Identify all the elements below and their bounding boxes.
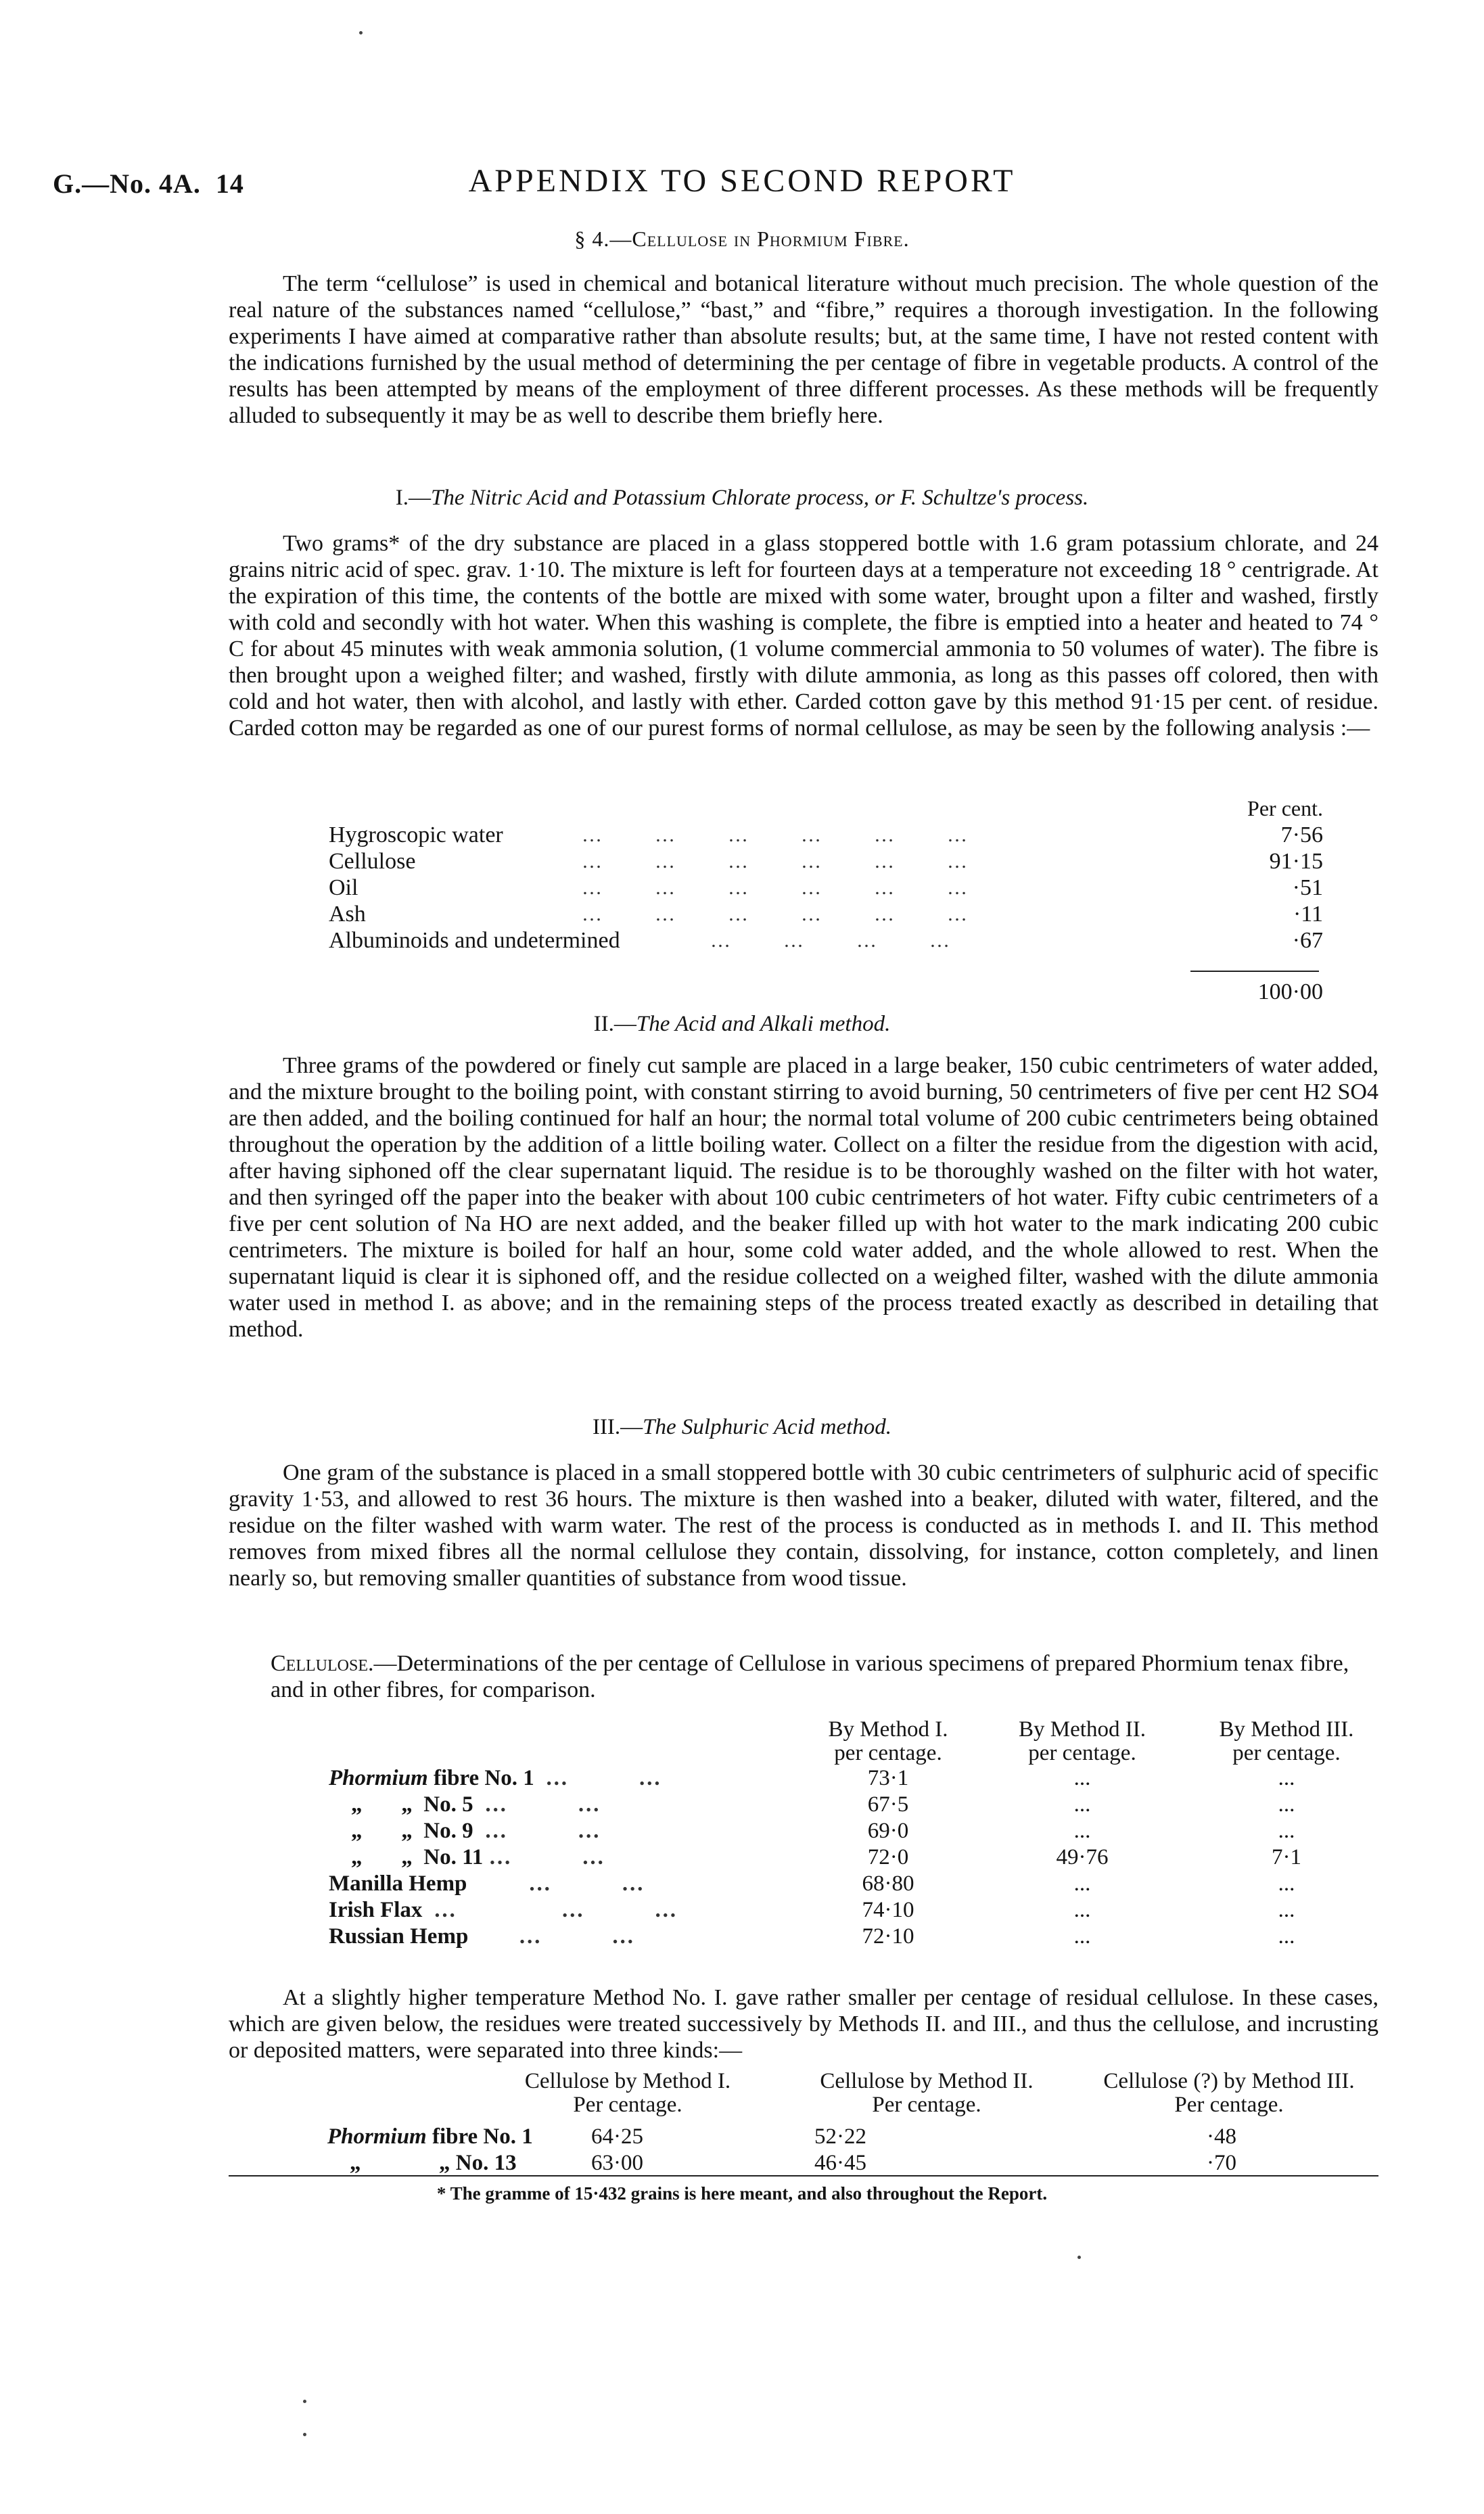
table-row: „ „ No. 11 … … 72·0 49·76 7·1 [329, 1845, 1301, 1869]
analysis-unit-header: Per cent. [1247, 796, 1323, 820]
table-row: Irish Flax … … … 74·10 ... ... [329, 1898, 1295, 1922]
column-header: Cellulose (?) by Method III. Per centage. [1103, 2069, 1355, 2117]
analysis-row: Cellulose 91·15 [329, 849, 1323, 874]
cellulose-caption: Cellulose.—Determinations of the per centage of Cellulose in various specimens of prepared Phormium tenax fibre, and in other fibres, for comparison. [271, 1651, 1349, 1702]
method-1-paragraph: Two grams* of the dry substance are placed in a glass stoppered bottle with 1.6 gram potassium chlorate, and 24 grains nitric acid of spec. grav. 1·10. The mixture is left for fourteen days at a temperature not exceeding 18 ° centrigrade. At the expiration of this time, the contents of the bottle are mixed with some water, brought upon a filter and washed, firstly with cold and secondly with hot water. When this washing is complete, the fibre is emptied into a heater and heated to 74 ° C for about 45 minutes with weak ammonia solution, (1 volume commercial ammonia to 50 volumes of water). The fibre is then brought upon a weighed filter; and washed, firstly with dilute ammonia, as long as this passes off colored, then with cold and hot water, then with alcohol, and lastly with ether. Carded cotton gave by this method 91·15 per cent. of residue. Carded cotton may be regarded as one of our purest forms of normal cellulose, as may be seen by the following analysis :— [229, 531, 1378, 741]
total-rule [1190, 971, 1319, 972]
table-row: „ „ No. 9 … … 69·0 ... ... [329, 1819, 1295, 1843]
table-row: „ „ No. 5 … … 67·5 ... ... [329, 1792, 1295, 1817]
scan-speck [303, 2400, 306, 2403]
column-header: Cellulose by Method II. Per centage. [820, 2069, 1034, 2117]
residual-paragraph: At a slightly higher temperature Method No. I. gave rather smaller per centage of residual cellulose. In these cases, which are given below, the residues were treated successively by Methods II. and III., and thus the cellulose, and incrusting or deposited matters, were separated into three kinds:— [229, 1985, 1378, 2063]
scan-speck [303, 2433, 306, 2436]
method-3-paragraph: One gram of the substance is placed in a small stoppered bottle with 30 cubic centrimeters of sulphuric acid of specific gravity 1·53, and allowed to rest 36 hours. The mixture is then washed into a beaker, diluted with water, filtered, and the residue on the filter washed with warm water. The rest of the process is conducted as in methods I. and II. This method removes from mixed fibres all the normal cellulose they contain, dissolving, for instance, cotton completely, and linen nearly so, but removing smaller quantities of substance from wood tissue. [229, 1460, 1378, 1591]
column-header: By Method III. per centage. [1219, 1717, 1354, 1765]
page-ref-label: G.—No. 4A. [53, 168, 201, 199]
table-row: Phormium fibre No. 1 … … 73·1 ... ... [329, 1766, 1295, 1790]
leader-dots: … … … … … … … … … … … … … … … … … … … … … … … … … … … … [582, 824, 969, 952]
column-header: By Method I. per centage. [828, 1717, 948, 1765]
section-title: § 4.—Cellulose in Phormium Fibre. [574, 227, 910, 251]
residual-table [325, 2070, 1382, 2117]
scan-speck [1077, 2256, 1081, 2259]
analysis-row: Albuminoids and undetermined ·67 [329, 928, 1323, 953]
cellulose-table [325, 1718, 1392, 1950]
column-header: By Method II. per centage. [1019, 1717, 1146, 1765]
footnote-rule [229, 2175, 1378, 2177]
page-number: 14 [215, 168, 244, 199]
analysis-total: 100·00 [1257, 979, 1323, 1004]
analysis-row: Ash ·11 [329, 902, 1323, 927]
residual-rows [327, 2124, 1383, 2177]
method-2-heading: II.—The Acid and Alkali method. [593, 1012, 891, 1036]
table-row: Phormium fibre No. 1 64·25 52·22 ·48 [327, 2124, 1236, 2149]
analysis-row: Oil ·51 [329, 875, 1323, 900]
footnote: * The gramme of 15·432 grains is here meant, and also throughout the Report. [436, 2183, 1048, 2204]
page-title: APPENDIX TO SECOND REPORT [468, 163, 1016, 199]
method-2-paragraph: Three grams of the powdered or finely cut sample are placed in a large beaker, 150 cubic centrimeters of water added, and the mixture brought to the boiling point, with constant stirring to avoid burning, 50 centrimeters of five per cent H2 SO4 are then added, and the boiling continued for half an hour; the normal total volume of 200 cubic centrimeters being obtained throughout the operation by the addition of a little boiling water. Collect on a filter the residue from the digestion with acid, after having siphoned off the clear supernatant liquid. The residue is to be thoroughly washed on the filter with hot water, and then syringed off the paper into the beaker with about 100 cubic centrimeters of hot water. Fifty cubic centrimeters of a five per cent solution of Na HO are next added, and the beaker filled up with hot water to the mark indicating 200 cubic centrimeters. The mixture is boiled for half an hour, some cold water added, and the whole allowed to rest. When the supernatant liquid is clear it is siphoned off, and the residue collected on a weighed filter, washed with the dilute ammonia water used in method I. as above; and in the remaining steps of the process treated exactly as described in detailing that method. [229, 1053, 1378, 1342]
table-row: „ „ No. 13 63·00 46·45 ·70 [327, 2151, 1236, 2175]
method-3-heading: III.—The Sulphuric Acid method. [592, 1415, 892, 1439]
column-header: Cellulose by Method I. Per centage. [524, 2069, 731, 2117]
method-1-heading: I.—The Nitric Acid and Potassium Chlorate process, or F. Schultze's process. [395, 486, 1089, 510]
scan-speck [359, 31, 363, 34]
analysis-row: Hygroscopic water 7·56 [329, 822, 1323, 847]
intro-paragraph: The term “cellulose” is used in chemical and botanical literature without much precision. The whole question of the real nature of the substances named “cellulose,” “bast,” and “fibre,” requires a thorough investigation. In the following experiments I have aimed at comparative rather than absolute results; but, at the same time, I have not rested content with the indications furnished by the usual method of determining the per centage of fibre in vegetable products. A control of the results has been attempted by means of the employment of three different processes. As these methods will be frequently alluded to subsequently it may be as well to describe them briefly here. [229, 271, 1378, 428]
table-row: Manilla Hemp … … 68·80 ... ... [329, 1871, 1295, 1896]
table-row: Russian Hemp … … 72·10 ... ... [329, 1924, 1295, 1949]
